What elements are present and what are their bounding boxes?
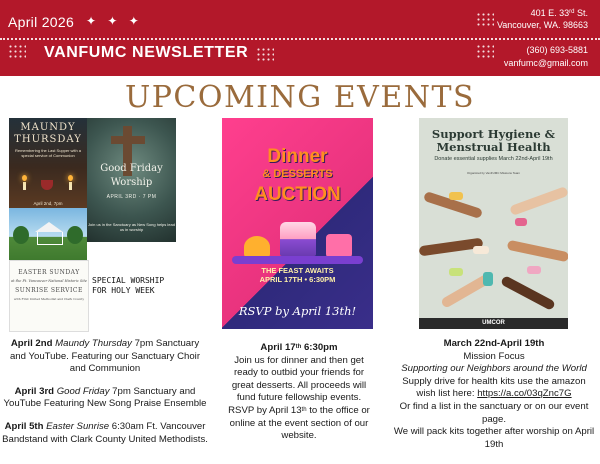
list-item: April 2nd Maundy Thursday 7pm Sanctuary and YouTube. Featuring our Sanctuary Choir and Communion: [9, 338, 201, 375]
newsletter-title: VANFUMC NEWSLETTER: [44, 44, 249, 61]
maundy-thursday-image: MAUNDY THURSDAY Remembering the Last Supper with a special service of Communion April 2nd, 7pm: [9, 118, 87, 208]
mission-subtitle: Supporting our Neighbors around the World: [401, 363, 587, 375]
dinner-heading: April 17th 6:30pm: [260, 342, 338, 353]
supply-drive-text: Supply drive for health kits use the amazon wish list here: https://a.co/03qZnc7G: [402, 375, 586, 400]
list-item: April 5th Easter Sunrise 6:30am Ft. Vancouver Bandstand with Clark County United Methodists.: [2, 420, 208, 445]
hygiene-heading: March 22nd-April 19th: [443, 338, 545, 349]
good-friday-image: Good Friday Worship APRIL 3RD · 7 PM Join us in the Sanctuary as New Song helps lead us in worship: [87, 118, 176, 242]
hygiene-drive-poster: Support Hygiene & Menstrual Health Donate essential supplies March 22nd-April 19th Organized by VanFUMC Missions Team UMCOR: [419, 118, 568, 329]
dot-pattern-decoration: [256, 47, 274, 61]
newsletter-header: [0, 0, 600, 76]
church-contact: [438, 44, 588, 70]
dotted-divider: [0, 38, 600, 40]
mission-focus: Mission Focus: [463, 350, 525, 362]
phone-number: (360) 693-5881: [526, 45, 588, 55]
holy-week-label: SPECIAL WORSHIP FOR HOLY WEEK: [92, 276, 165, 295]
dessert-icon: [244, 236, 270, 258]
sanctuary-list-text: Or find a list in the sanctuary or on our event page.: [399, 400, 589, 425]
easter-sunrise-image: EASTER SUNDAY at the Ft. Vancouver National Historic Site SUNRISE SERVICE with First United Methodist and Clark County: [9, 260, 89, 332]
dinner-auction-poster: Dinner & DESSERTS AUCTION THE FEAST AWAITS APRIL 17TH • 6:30PM RSVP by April 13th!: [222, 118, 373, 329]
holy-week-schedule: [2, 338, 208, 456]
dinner-auction-details: [223, 342, 375, 443]
page-title: UPCOMING EVENTS: [124, 80, 476, 115]
email-address[interactable]: vanfumc@gmail.com: [503, 58, 588, 68]
list-item: April 3rd Good Friday 7pm Sanctuary and YouTube Featuring New Song Praise Ensemble: [3, 385, 207, 410]
hygiene-drive-details: [392, 338, 596, 451]
church-address: 401 E. 33rd St. Vancouver, WA. 98663: [496, 8, 588, 30]
cake-icon: [280, 222, 316, 256]
umcor-logo: UMCOR: [419, 318, 568, 329]
star-ornament: ✦ ✦ ✦: [86, 14, 143, 28]
packing-text: We will pack kits together after worship on April 19th: [393, 426, 595, 450]
dessert-icon: [326, 234, 352, 258]
dinner-description: Join us for dinner and then get ready to outbid your friends for great desserts. All proceeds will fund future fellowship events. RSVP by April 13th to the office or online at the event section of our website.: [228, 354, 370, 442]
dot-pattern-decoration: [8, 44, 26, 58]
amazon-wishlist-link[interactable]: https://a.co/03qZnc7G: [477, 388, 572, 400]
bandstand-photo: [9, 208, 87, 260]
issue-date: April 2026: [8, 14, 75, 30]
